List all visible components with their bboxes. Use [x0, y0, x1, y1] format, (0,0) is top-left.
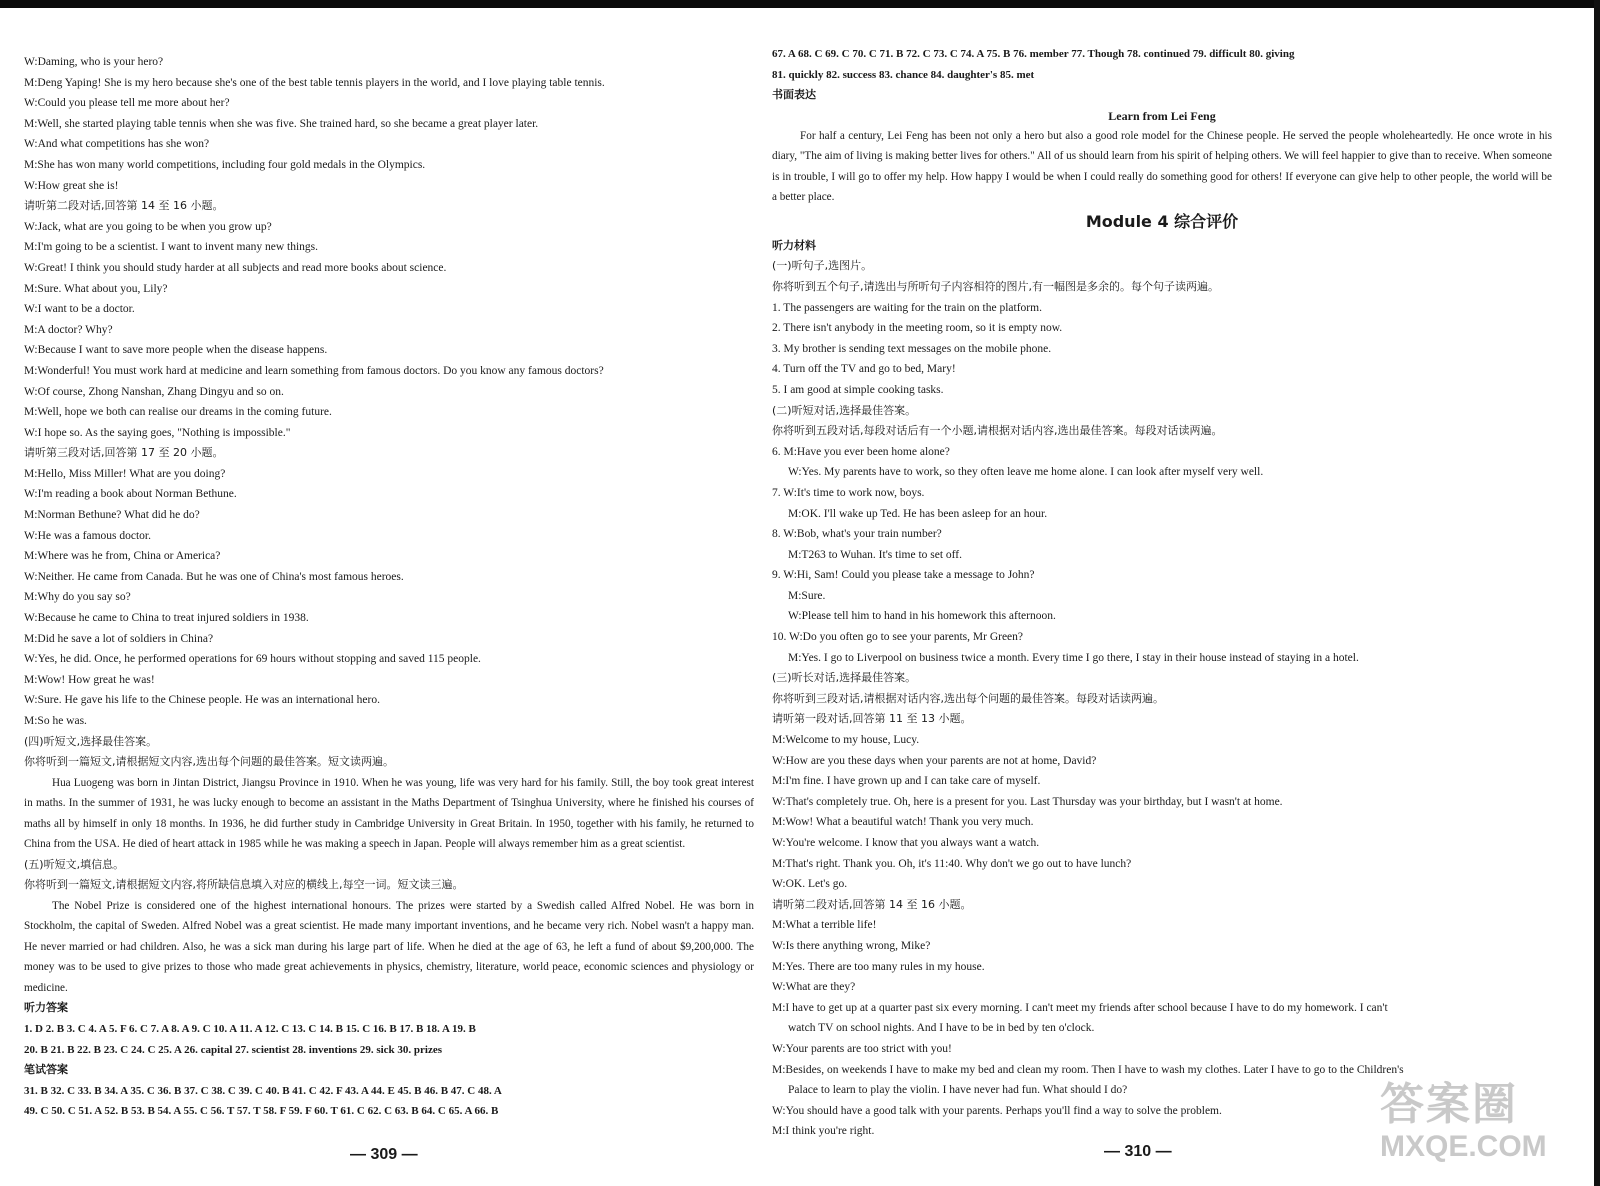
dialogue-line: M:Norman Bethune? What did he do? — [24, 509, 200, 522]
listening-answers-heading: 听力答案 — [24, 1001, 68, 1015]
dialogue-line: W:Daming, who is your hero? — [24, 56, 164, 68]
left-dialogue-lines — [24, 52, 754, 773]
section-5-instruction: 你将听到一篇短文,请根据短文内容,将所缺信息填入对应的横线上,每空一词。短文读三遍。 — [24, 878, 464, 892]
dialogue-line: 1. The passengers are waiting for the train on the platform. — [772, 301, 1042, 314]
top-answers-row: 81. quickly 82. success 83. chance 84. daughter's 85. met — [772, 68, 1035, 81]
listening-answers-row: 1. D 2. B 3. C 4. A 5. F 6. C 7. A 8. A 9. C 10. A 11. A 12. C 13. C 14. B 15. C 16. B 17. B 18. A 19. B — [24, 1023, 476, 1036]
written-answers-heading: 笔试答案 — [24, 1063, 68, 1077]
dialogue-line: W:You should have a good talk with your parents. Perhaps you'll find a way to solve the problem. — [772, 1104, 1222, 1117]
dialogue-line: M:So he was. — [24, 715, 87, 727]
dialogue-line: 2. There isn't anybody in the meeting room, so it is empty now. — [772, 322, 1063, 335]
dialogue-line: W:Of course, Zhong Nanshan, Zhang Dingyu and so on. — [24, 385, 284, 398]
scan-top-edge — [0, 0, 1600, 8]
section-instruction-line: (四)听短文,选择最佳答案。 — [24, 734, 158, 748]
dialogue-line: W:Neither. He came from Canada. But he was one of China's most famous heroes. — [24, 570, 404, 583]
dialogue-line: W:How great she is! — [24, 179, 119, 192]
section-instruction-line: 请听第一段对话,回答第 11 至 13 小题。 — [772, 712, 972, 726]
section-instruction-line: 你将听到五个句子,请选出与所听句子内容相符的图片,有一幅图是多余的。每个句子读两遍。 — [772, 279, 1219, 293]
written-answers-row: 31. B 32. C 33. B 34. A 35. C 36. B 37. C 38. C 39. C 40. B 41. C 42. F 43. A 44. E 45. B 46. B 47. C 48. A — [24, 1084, 502, 1097]
dialogue-line: W:Sure. He gave his life to the Chinese people. He was an international hero. — [24, 694, 380, 707]
dialogue-line: W:Great! I think you should study harder at all subjects and read more books about science. — [24, 261, 447, 274]
dialogue-line: Palace to learn to play the violin. I have never had fun. What should I do? — [788, 1084, 1128, 1097]
dialogue-line: M:Wow! What a beautiful watch! Thank you very much. — [772, 816, 1034, 829]
section-instruction-line: 听力材料 — [772, 238, 816, 252]
dialogue-line: M:T263 to Wuhan. It's time to set off. — [788, 548, 962, 561]
dialogue-line: W:OK. Let's go. — [772, 878, 848, 891]
dialogue-line: W:You're welcome. I know that you always want a watch. — [772, 837, 1040, 849]
page-number-right: — 310 — — [1104, 1143, 1172, 1160]
dialogue-line: M:Wonderful! You must work hard at medicine and learn something from famous doctors. Do you know any famous doctors? — [24, 364, 604, 377]
dialogue-line: M:I have to get up at a quarter past six every morning. I can't meet my friends after school because I have to do my homework. I can't — [772, 1001, 1388, 1014]
dialogue-line: W:And what competitions has she won? — [24, 138, 210, 151]
page-number-left: — 309 — — [350, 1146, 418, 1163]
dialogue-line: M:That's right. Thank you. Oh, it's 11:40. Why don't we go out to have lunch? — [772, 857, 1132, 870]
dialogue-line: W:What are they? — [772, 981, 856, 994]
dialogue-line: 6. M:Have you ever been home alone? — [772, 445, 950, 458]
essay-title: Learn from Lei Feng — [1108, 108, 1216, 123]
left-page — [24, 52, 754, 1122]
dialogue-line: M:I'm going to be a scientist. I want to invent many new things. — [24, 241, 319, 254]
scan-right-edge — [1594, 0, 1600, 1186]
dialogue-line: W:That's completely true. Oh, here is a present for you. Last Thursday was your birthday, but I wasn't at home. — [772, 795, 1283, 808]
dialogue-line: W:Jack, what are you going to be when you grow up? — [24, 220, 272, 233]
dialogue-line: 3. My brother is sending text messages on the mobile phone. — [772, 342, 1052, 355]
dialogue-line: M:What a terrible life! — [772, 919, 877, 932]
dialogue-line: W:Your parents are too strict with you! — [772, 1042, 952, 1055]
watermark-logo: 答案圈 — [1380, 1080, 1518, 1129]
dialogue-line: M:Why do you say so? — [24, 591, 131, 604]
dialogue-line: W:I'm reading a book about Norman Bethune. — [24, 488, 237, 501]
dialogue-line: W:Please tell him to hand in his homework this afternoon. — [788, 610, 1056, 623]
section-instruction-line: 请听第三段对话,回答第 17 至 20 小题。 — [24, 446, 224, 460]
right-listening-material-lines — [772, 236, 1552, 1142]
dialogue-line: M:Sure. — [788, 589, 826, 602]
section-instruction-line: (二)听短对话,选择最佳答案。 — [772, 403, 917, 417]
dialogue-line: M:Well, she started playing table tennis when she was five. She trained hard, so she became a great player later. — [24, 117, 539, 130]
dialogue-line: M:Where was he from, China or America? — [24, 550, 221, 563]
dialogue-line: M:Hello, Miss Miller! What are you doing? — [24, 467, 226, 480]
listening-answers-row: 20. B 21. B 22. B 23. C 24. C 25. A 26. capital 27. scientist 28. inventions 29. sick 30. prizes — [24, 1043, 443, 1056]
section-instruction-line: (一)听句子,选图片。 — [772, 259, 873, 273]
dialogue-line: M:Besides, on weekends I have to make my bed and clean my room. Then I have to wash my clothes. Later I have to go to the Children's — [772, 1063, 1404, 1076]
dialogue-line: 4. Turn off the TV and go to bed, Mary! — [772, 363, 956, 376]
dialogue-line: W:Because I want to save more people when the disease happens. — [24, 344, 328, 357]
dialogue-line: M:A doctor? Why? — [24, 323, 113, 336]
dialogue-line: M:Welcome to my house, Lucy. — [772, 734, 920, 747]
dialogue-line: W:Yes. My parents have to work, so they often leave me home alone. I can look after myself very well. — [788, 466, 1264, 479]
dialogue-line: W:Because he came to China to treat injured soldiers in 1938. — [24, 612, 309, 625]
dialogue-line: 8. W:Bob, what's your train number? — [772, 528, 942, 541]
dialogue-line: 9. W:Hi, Sam! Could you please take a message to John? — [772, 569, 1035, 582]
dialogue-line: 7. W:It's time to work now, boys. — [772, 486, 925, 499]
dialogue-line: W:Yes, he did. Once, he performed operations for 69 hours without stopping and saved 115 people. — [24, 653, 481, 666]
section-instruction-line: 你将听到三段对话,请根据对话内容,选出每个问题的最佳答案。每段对话读两遍。 — [772, 691, 1164, 705]
dialogue-line: M:She has won many world competitions, including four gold medals in the Olympics. — [24, 158, 426, 171]
section-instruction-line: 你将听到一篇短文,请根据短文内容,选出每个问题的最佳答案。短文读两遍。 — [24, 755, 394, 769]
dialogue-line: W:I hope so. As the saying goes, "Nothing is impossible." — [24, 426, 291, 439]
module-title: Module 4 综合评价 — [1085, 211, 1239, 231]
dialogue-line: watch TV on school nights. And I have to be in bed by ten o'clock. — [788, 1022, 1095, 1035]
right-page — [772, 44, 1552, 1142]
section-instruction-line: (三)听长对话,选择最佳答案。 — [772, 671, 917, 685]
dialogue-line: M:Sure. What about you, Lily? — [24, 282, 168, 295]
writing-heading: 书面表达 — [772, 88, 816, 102]
dialogue-line: W:He was a famous doctor. — [24, 529, 151, 542]
section-5-title: (五)听短文,填信息。 — [24, 857, 125, 871]
dialogue-line: M:Yes. There are too many rules in my house. — [772, 960, 985, 973]
dialogue-line: M:Deng Yaping! She is my hero because she's one of the best table tennis players in the world, and I love playing table tennis. — [24, 76, 605, 89]
nobel-prize-passage: The Nobel Prize is considered one of the highest international honours. The prizes were started by a Swedish called Alfred Nobel. He was born in Stockholm, the capital of Sweden. Alfred Nobel was a great scientist. He made many important inventions, and he became very rich. Nobel wasn't a happy man. He never married or had children. Also, he was a sick man during his large part of life. When he died at the age of 63, he left a fund of about $9,200,000. The money was to be used to give prizes to those who made great achievements in physics, chemistry, literature, world peace, economic sciences and physiology or medicine. — [24, 899, 754, 994]
dialogue-line: W:Could you please tell me more about her? — [24, 97, 230, 110]
dialogue-line: M:Well, hope we both can realise our dreams in the coming future. — [24, 406, 332, 419]
dialogue-line: M:I think you're right. — [772, 1125, 875, 1138]
watermark-url: MXQE.COM — [1380, 1130, 1547, 1163]
watermark — [1380, 1080, 1580, 1180]
written-answers-row: 49. C 50. C 51. A 52. B 53. B 54. A 55. C 56. T 57. T 58. F 59. F 60. T 61. C 62. C 63. B 64. C 65. A 66. B — [24, 1105, 499, 1118]
section-instruction-line: 请听第二段对话,回答第 14 至 16 小题。 — [24, 199, 224, 213]
dialogue-line: 5. I am good at simple cooking tasks. — [772, 383, 944, 396]
dialogue-line: 10. W:Do you often go to see your parents, Mr Green? — [772, 631, 1024, 644]
dialogue-line: M:I'm fine. I have grown up and I can take care of myself. — [772, 775, 1041, 788]
dialogue-line: W:I want to be a doctor. — [24, 303, 135, 316]
top-answers-row: 67. A 68. C 69. C 70. C 71. B 72. C 73. C 74. A 75. B 76. member 77. Though 78. continued 79. difficult 80. giving — [772, 48, 1295, 60]
dialogue-line: W:Is there anything wrong, Mike? — [772, 939, 931, 952]
dialogue-line: W:How are you these days when your parents are not at home, David? — [772, 754, 1097, 767]
dialogue-line: M:OK. I'll wake up Ted. He has been asleep for an hour. — [788, 507, 1048, 520]
hua-luogeng-passage: Hua Luogeng was born in Jintan District, Jiangsu Province in 1910. When he was young, life was very hard for his family. Still, the boy took great interest in maths. In the summer of 1931, he was lucky enough to become an assistant in the Maths Department of Tsinghua University, where he finished his courses of maths all by himself in only 18 months. In 1936, he did further study in Cambridge University in Great Britain. In 1950, together with his family, he returned to China from the USA. He died of heart attack in 1985 while he was making a speech in Japan. People will always remember him as a great scientist. — [24, 776, 754, 851]
essay-body: For half a century, Lei Feng has been not only a hero but also a good role model for the Chinese people. He served the people wholeheartedly. He once wrote in his diary, "The aim of living is making better lives for others." All of us should learn from his spirit of helping others. We will feel happier to give than to receive. When someone is in trouble, I will go to offer my help. How happy I would be when I could really do something good for others! If everyone can give help to other people, the world will be a better place. — [772, 129, 1552, 204]
section-instruction-line: 你将听到五段对话,每段对话后有一个小题,请根据对话内容,选出最佳答案。每段对话读两遍。 — [772, 424, 1223, 438]
section-instruction-line: 请听第二段对话,回答第 14 至 16 小题。 — [772, 897, 972, 911]
dialogue-line: M:Yes. I go to Liverpool on business twice a month. Every time I go there, I stay in their house instead of staying in a hotel. — [788, 651, 1359, 664]
dialogue-line: M:Wow! How great he was! — [24, 673, 155, 686]
dialogue-line: M:Did he save a lot of soldiers in China? — [24, 632, 214, 645]
